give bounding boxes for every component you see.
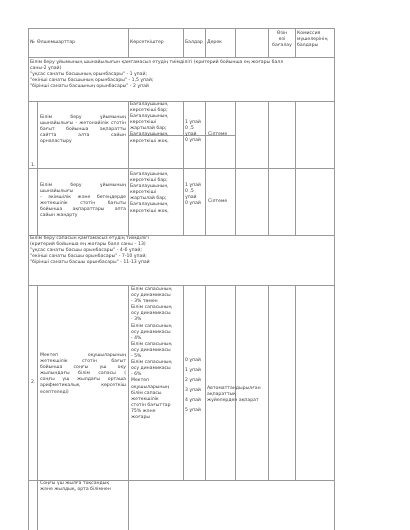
section-1-heading: Білім беру ұйымының шынайылығын қамтамасыз етудің тиімділігі (критерий бойынша ең жоғары балл саны-2 ұпай) "ұқсас санаты басшының орынбасары" - 1 ұпай; "екінші санаты басшының орынбасары" - 1,5 ұпай; "бірінші санаты басшының орынбасары" - 2 ұпай [30,60,284,90]
header-points: Балдар [185,40,203,45]
row-1b-points: 1 ұпай 0 ,5 ұпай 0 ұпай [185,183,201,207]
row-3-indicator: Соңғы үш жылға тоқсандық және жылдық, орта білімнен [40,481,111,493]
header-divider [28,57,335,58]
table-border-left [28,28,29,530]
row-1a-indicator: Білім беру ұйымының шынайылығы - жетонайілік стотін бағыт бойынша ақпаратты сайтта алта сайын орналастыру [40,115,126,145]
header-metrics: Көрсеткіштер [130,40,164,45]
row-1a-data-link: Сілтеме [208,132,228,137]
header-self-assessment: Өзін өзі бағалау [272,31,292,49]
header-no: № [30,40,35,45]
row-2-indicator: Мектеп оқушыларының жетекшілік стотін бағыт бойынша соңғы үш оқу жылындағы білім сапасы ( соңғы үш жылдағы орташа арифметикалық көрсеткіш есептеледі) [40,353,126,395]
row-2-metric: Білім сапасының осу динамикасы - 3% төмен Білім сапасының осу динамикасы - 3% Білім сапасының осу динамикасы - 4% Білім сапасының осу динамикасы - 5% Білім сапасының осу динамикасы - 6% Мектеп оқушыларының білім сапасы жетекшілік стотін бағыттар 75% және жоғары [131,287,172,420]
row-2-points: 0 ұпай 1 ұпай 2 ұпай 3 ұпай 4 ұпай 5 ұпай [185,358,201,413]
row-number-1: 1. [31,163,36,168]
row-1b-metric: Бағалаушының көрсеткіші бар; Бағалаушының көрсеткіші жартылай бар; Бағалаушының көрсеткіші жоқ. [130,172,169,214]
row-1b-data-link: Сілтеме [208,199,228,204]
row-1a-metric: Бағалаушының көрсеткіші бар; Бағалаушының көрсеткіші жартылай бар; Бағалаушының көрсеткіші жоқ. [130,102,169,144]
row-1a-points: 1 ұпай 0 ,5 ұпай 0 ұпай [185,120,201,144]
row-number-2: 2. [31,380,36,385]
row-1b-indicator: Білім беру ұйымының шынайылығы - әкімшілік және бөтеңдерде жетекшілік стотін бағыты бойынша ақпараттары апта сайын жаңарту [40,183,126,219]
header-commission: Комиссия мүшелерінің балдары [297,31,328,49]
section-2-heading: Білім беру сапасын қамтамасыз етудің тиімділігі (критерий бойынша ең жоғары балл саны – 13) "ұқсас санаты басшы орынбасары" - 4-6 ұпай; "екінші санаты басшы орынбасары" - 7-10 ұпай; "бірінші санаты басшы орынбасары" - 11-13 ұпай [30,236,150,266]
row-2-data-source: Автоматтандырылған ақпараттық жүйелерден ақпарат [207,386,261,404]
header-indicators: Өлшемшарттар [37,40,76,45]
table-border-top [28,28,335,29]
header-data: Дерек [207,40,222,45]
table-border-right [334,28,335,530]
